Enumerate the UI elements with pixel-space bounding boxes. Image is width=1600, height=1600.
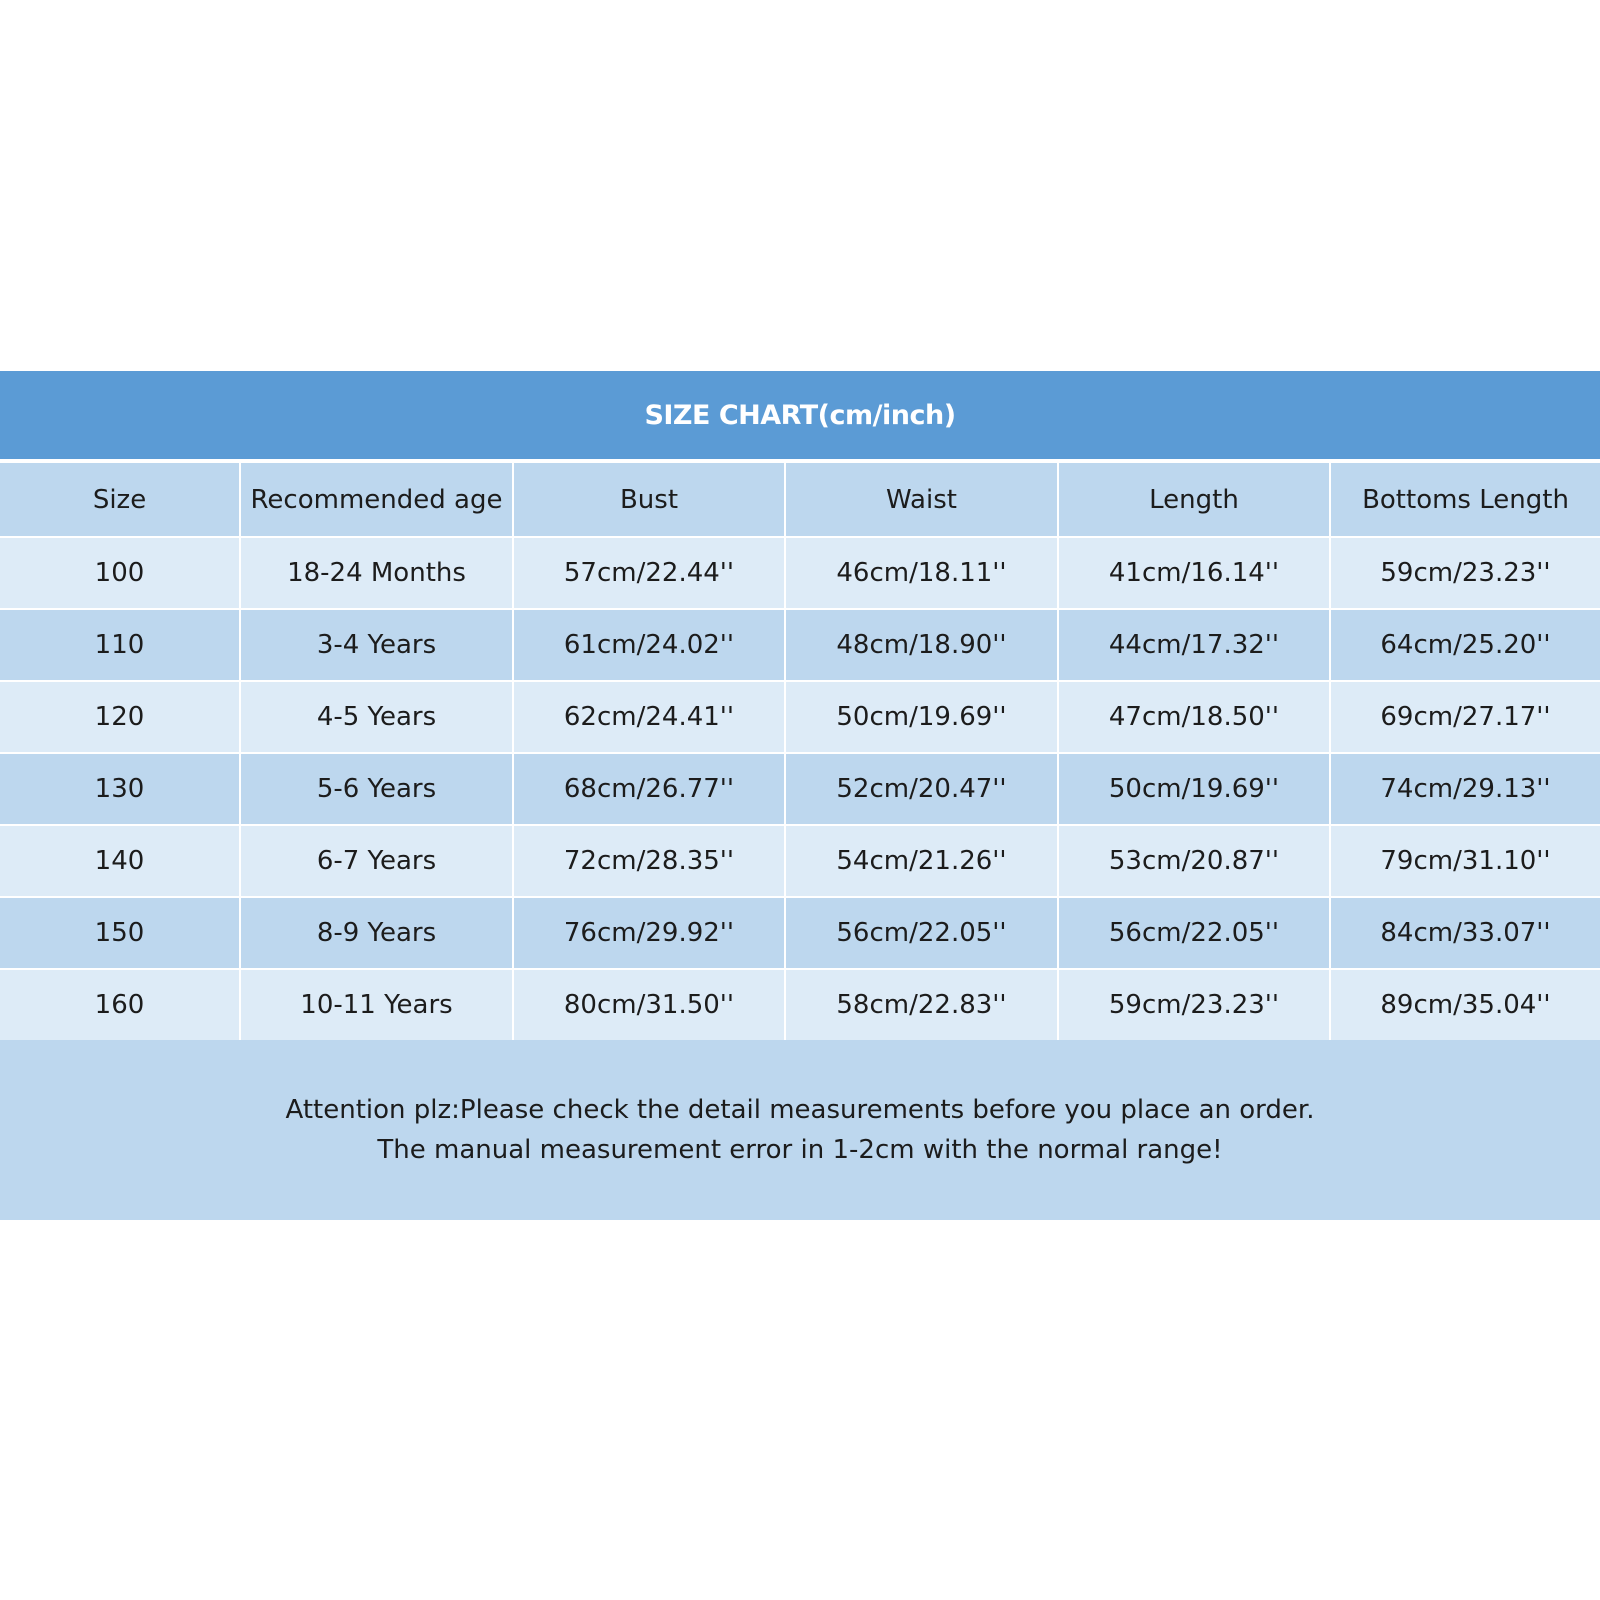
- cell-bust: 72cm/28.35'': [513, 825, 785, 897]
- cell-age: 8-9 Years: [240, 897, 513, 969]
- cell-age: 18-24 Months: [240, 537, 513, 609]
- cell-waist: 54cm/21.26'': [785, 825, 1058, 897]
- cell-waist: 46cm/18.11'': [785, 537, 1058, 609]
- header-bottoms-length: Bottoms Length: [1330, 463, 1600, 537]
- cell-waist: 58cm/22.83'': [785, 969, 1058, 1041]
- attention-line-1: Attention plz:Please check the detail measurements before you place an order.: [285, 1095, 1315, 1125]
- table-row: [0, 825, 1600, 897]
- table-row: [0, 897, 1600, 969]
- cell-bottoms-length: 69cm/27.17'': [1330, 681, 1600, 753]
- cell-size: 100: [0, 537, 240, 609]
- cell-bottoms-length: 59cm/23.23'': [1330, 537, 1600, 609]
- header-length: Length: [1058, 463, 1330, 537]
- cell-age: 3-4 Years: [240, 609, 513, 681]
- cell-size: 130: [0, 753, 240, 825]
- cell-length: 53cm/20.87'': [1058, 825, 1330, 897]
- cell-length: 59cm/23.23'': [1058, 969, 1330, 1041]
- cell-size: 160: [0, 969, 240, 1041]
- cell-age: 4-5 Years: [240, 681, 513, 753]
- cell-size: 120: [0, 681, 240, 753]
- cell-waist: 56cm/22.05'': [785, 897, 1058, 969]
- chart-title: SIZE CHART(cm/inch): [0, 371, 1600, 463]
- header-waist: Waist: [785, 463, 1058, 537]
- cell-size: 150: [0, 897, 240, 969]
- cell-size: 110: [0, 609, 240, 681]
- cell-bust: 57cm/22.44'': [513, 537, 785, 609]
- table-row: [0, 753, 1600, 825]
- cell-bust: 61cm/24.02'': [513, 609, 785, 681]
- cell-bust: 80cm/31.50'': [513, 969, 785, 1041]
- table-row: [0, 681, 1600, 753]
- cell-age: 5-6 Years: [240, 753, 513, 825]
- header-size: Size: [0, 463, 240, 537]
- cell-bottoms-length: 79cm/31.10'': [1330, 825, 1600, 897]
- cell-length: 41cm/16.14'': [1058, 537, 1330, 609]
- cell-bust: 68cm/26.77'': [513, 753, 785, 825]
- table-row: [0, 969, 1600, 1041]
- table-row: [0, 537, 1600, 609]
- header-recommended-age: Recommended age: [240, 463, 513, 537]
- cell-length: 47cm/18.50'': [1058, 681, 1330, 753]
- cell-length: 56cm/22.05'': [1058, 897, 1330, 969]
- header-bust: Bust: [513, 463, 785, 537]
- attention-note: [0, 1040, 1600, 1220]
- cell-waist: 52cm/20.47'': [785, 753, 1058, 825]
- cell-waist: 48cm/18.90'': [785, 609, 1058, 681]
- cell-bust: 62cm/24.41'': [513, 681, 785, 753]
- cell-age: 6-7 Years: [240, 825, 513, 897]
- size-table: [0, 463, 1600, 1042]
- size-chart: [0, 371, 1600, 1220]
- cell-size: 140: [0, 825, 240, 897]
- cell-waist: 50cm/19.69'': [785, 681, 1058, 753]
- cell-bottoms-length: 74cm/29.13'': [1330, 753, 1600, 825]
- table-row: [0, 609, 1600, 681]
- cell-bottoms-length: 84cm/33.07'': [1330, 897, 1600, 969]
- header-row: [0, 463, 1600, 537]
- cell-bust: 76cm/29.92'': [513, 897, 785, 969]
- cell-bottoms-length: 64cm/25.20'': [1330, 609, 1600, 681]
- attention-line-2: The manual measurement error in 1-2cm with the normal range!: [377, 1135, 1223, 1165]
- cell-length: 50cm/19.69'': [1058, 753, 1330, 825]
- cell-bottoms-length: 89cm/35.04'': [1330, 969, 1600, 1041]
- cell-length: 44cm/17.32'': [1058, 609, 1330, 681]
- cell-age: 10-11 Years: [240, 969, 513, 1041]
